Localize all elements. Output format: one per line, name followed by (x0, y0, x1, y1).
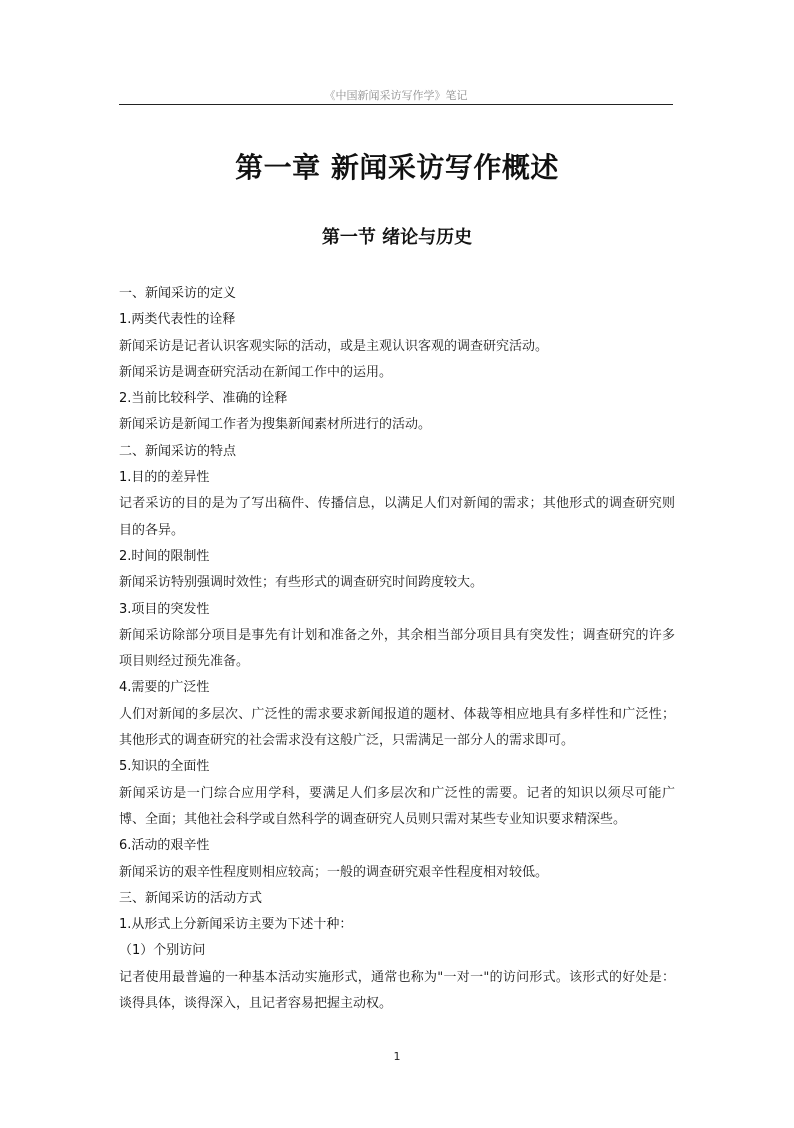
subsection-heading: 1.两类代表性的诠释 (119, 312, 236, 328)
paragraph: 新闻采访是新闻工作者为搜集新闻素材所进行的活动。 (119, 417, 432, 433)
subsection-heading: 3.项目的突发性 (119, 601, 210, 617)
body-text (119, 281, 675, 1017)
paragraph: 新闻采访除部分项目是事先有计划和准备之外，其余相当部分项目具有突发性；调查研究的许多项目则经过预先准备。 (119, 627, 675, 670)
subsection-heading: 1.从形式上分新闻采访主要为下述十种： (119, 917, 353, 933)
subsection-heading: 5.知识的全面性 (119, 759, 210, 775)
chapter-title: 第一章 新闻采访写作概述 (235, 151, 559, 184)
section-heading: 三、新闻采访的活动方式 (119, 890, 263, 906)
paragraph: 记者采访的目的是为了写出稿件、传播信息，以满足人们对新闻的需求；其他形式的调查研究则目的各异。 (119, 496, 675, 538)
subsection-heading: 6.活动的艰辛性 (119, 838, 210, 854)
paragraph: 新闻采访特别强调时效性；有些形式的调查研究时间跨度较大。 (119, 575, 484, 591)
running-header: 《中国新闻采访写作学》笔记 (324, 89, 468, 102)
subsection-heading: 2.时间的限制性 (119, 548, 210, 564)
paragraph: 新闻采访是一门综合应用学科，要满足人们多层次和广泛性的需要。记者的知识以须尽可能广博、全面；其他社会科学或自然科学的调查研究人员则只需对某些专业知识要求精深些。 (119, 785, 675, 827)
paragraph: 新闻采访的艰辛性程度则相应较高；一般的调查研究艰辛性程度相对较低。 (119, 864, 549, 880)
paragraph: 记者使用最普遍的一种基本活动实施形式，通常也称为"一对一"的访问形式。该形式的好处是：谈得具体，谈得深入，且记者容易把握主动权。 (119, 969, 675, 1012)
section-heading: 二、新闻采访的特点 (119, 443, 237, 459)
paragraph: 人们对新闻的多层次、广泛性的需求要求新闻报道的题材、体裁等相应地具有多样性和广泛性；其他形式的调查研究的社会需求没有这般广泛，只需满足一部分人的需求即可。 (119, 706, 675, 749)
header-divider (119, 104, 673, 105)
paragraph: 新闻采访是调查研究活动在新闻工作中的运用。 (119, 364, 393, 380)
paragraph: 新闻采访是记者认识客观实际的活动，或是主观认识客观的调查研究活动。 (119, 338, 549, 354)
section-heading: 一、新闻采访的定义 (119, 286, 237, 301)
item-heading: （1）个别访问 (119, 943, 206, 959)
subsection-heading: 4.需要的广泛性 (119, 680, 210, 696)
page-number: 1 (393, 1050, 401, 1063)
subsection-heading: 2.当前比较科学、准确的诠释 (119, 391, 288, 407)
subsection-heading: 1.目的的差异性 (119, 470, 210, 486)
section-title: 第一节 绪论与历史 (321, 227, 473, 248)
